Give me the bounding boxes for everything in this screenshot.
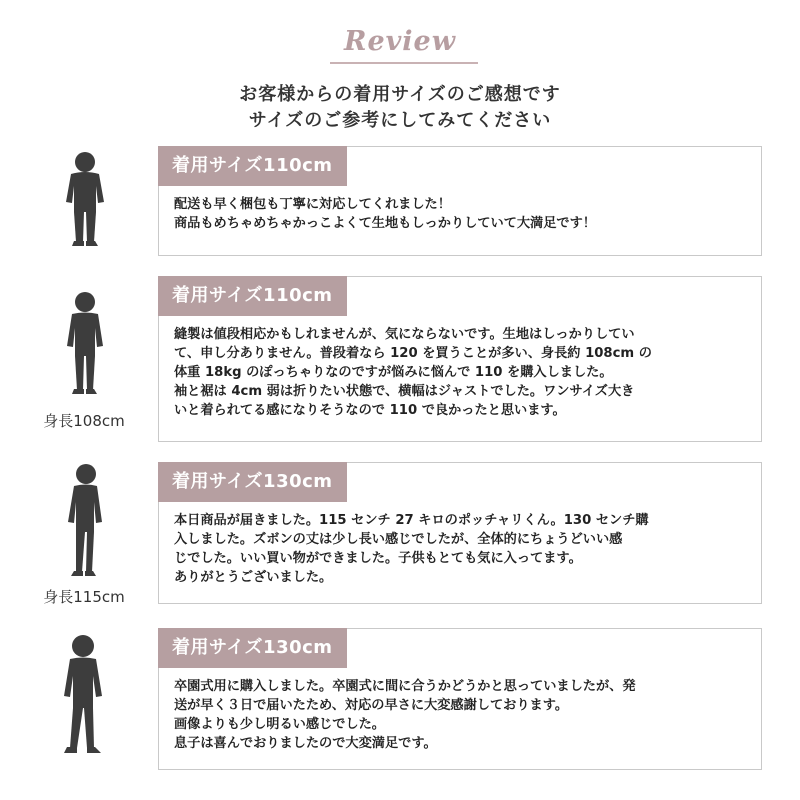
review-card xyxy=(158,146,762,256)
intro-line-1: お客様からの着用サイズのご感想です xyxy=(239,84,561,105)
size-badge: 着用サイズ130cm xyxy=(158,628,347,668)
size-badge: 着用サイズ110cm xyxy=(158,146,347,186)
review-card xyxy=(158,276,762,442)
child-silhouette-icon xyxy=(30,150,140,250)
review-line: ありがとうございました。 xyxy=(174,570,333,585)
review-line: 袖と裾は 4cm 弱は折りたい状態で、横幅はジャストでした。ワンサイズ大き xyxy=(174,384,635,399)
review-card xyxy=(158,628,762,770)
size-badge: 着用サイズ110cm xyxy=(158,276,347,316)
review-text xyxy=(174,195,751,233)
review-line: 本日商品が届きました。115 センチ 27 キロのポッチャリくん。130 センチ購 xyxy=(174,513,649,528)
review-card xyxy=(158,462,762,604)
review-text xyxy=(174,511,751,587)
height-label: 身長115cm xyxy=(43,588,125,606)
review-line: 縫製は値段相応かもしれませんが、気にならないです。生地はしっかりしてい xyxy=(174,327,635,342)
review-line: 送が早く３日で届いたため、対応の早さに大変感謝しております。 xyxy=(174,698,569,713)
review-line: 商品もめちゃめちゃかっこよくて生地もしっかりしていて大満足です！ xyxy=(174,216,596,231)
review-text xyxy=(174,677,751,753)
review-line: いと着られてる感になりそうなので 110 で良かったと思います。 xyxy=(174,403,566,418)
height-label: 身長108cm xyxy=(43,412,125,430)
page-title: Review xyxy=(344,26,456,57)
review-line: 体重 18kg のぽっちゃりなのですが悩みに悩んで 110 を購入しました。 xyxy=(174,365,613,380)
review-line: 卒園式用に購入しました。卒園式に間に合うかどうかと思っていましたが、発 xyxy=(174,679,636,694)
child-silhouette-icon xyxy=(30,462,140,582)
review-line: て、申し分ありません。普段着なら 120 を買うことが多い、身長約 108cm の xyxy=(174,346,652,361)
review-text xyxy=(174,325,751,420)
review-line: 息子は喜んでおりましたので大変満足です。 xyxy=(174,736,437,751)
child-silhouette-icon xyxy=(30,632,140,762)
title-underline xyxy=(330,62,478,64)
review-line: 画像よりも少し明るい感じでした。 xyxy=(174,717,385,732)
child-silhouette-icon xyxy=(30,290,140,400)
size-badge: 着用サイズ130cm xyxy=(158,462,347,502)
review-line: 入しました。ズボンの丈は少し長い感じでしたが、全体的にちょうどいい感 xyxy=(174,532,623,547)
intro-line-2: サイズのご参考にしてみてください xyxy=(248,110,552,131)
review-line: じでした。いい買い物ができました。子供もとても気に入ってます。 xyxy=(174,551,582,566)
review-line: 配送も早く梱包も丁寧に対応してくれました！ xyxy=(174,197,451,212)
